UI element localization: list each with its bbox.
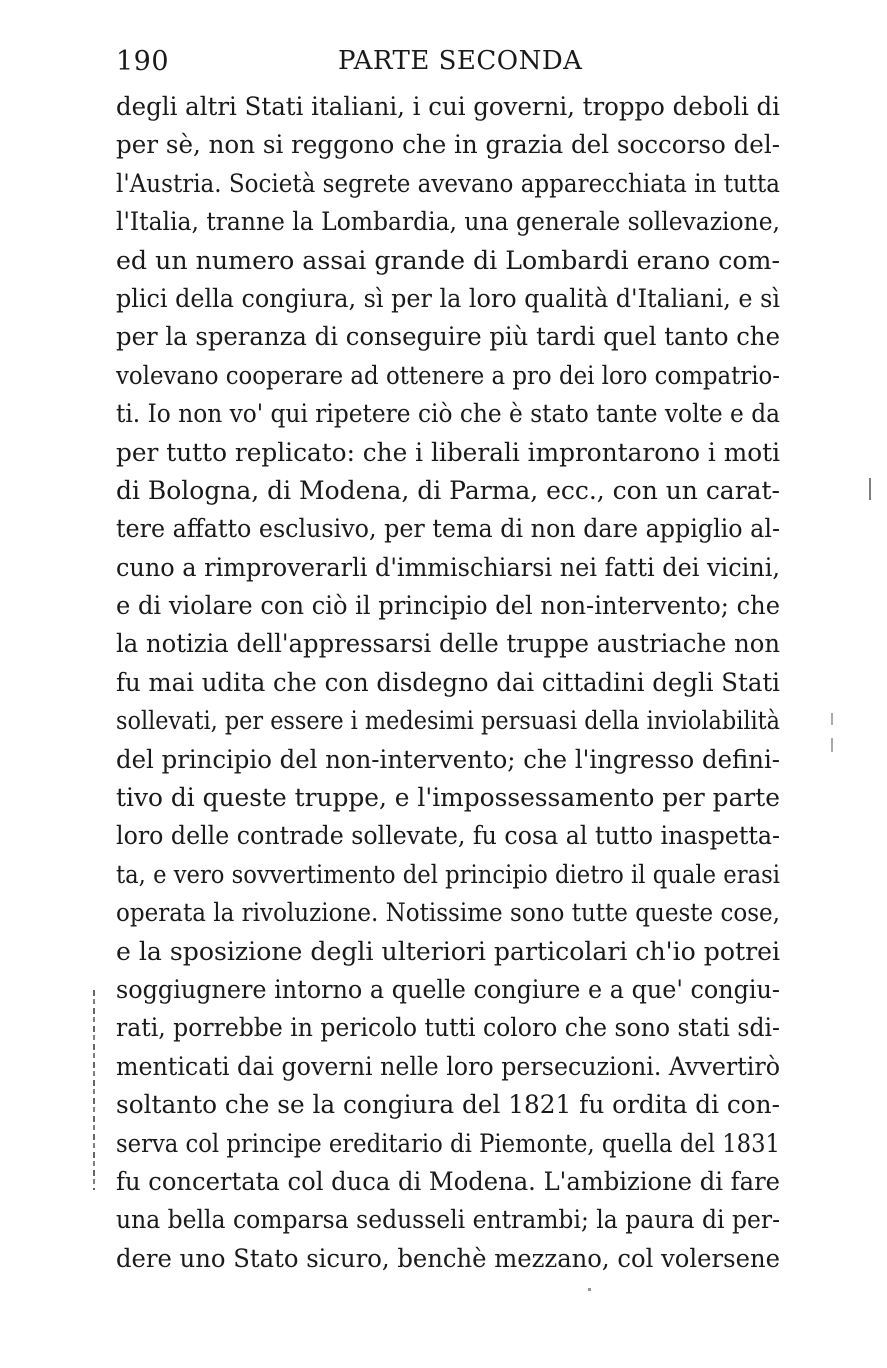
margin-speck xyxy=(831,713,833,725)
text-line: per tutto replicato: che i liberali improntarono i moti xyxy=(116,437,780,468)
text-line: sollevati, per essere i medesimi persuasi della inviolabilità xyxy=(116,706,780,737)
margin-speck xyxy=(869,478,871,500)
text-line: rati, porrebbe in pericolo tutti coloro che sono stati sdi- xyxy=(116,1013,780,1044)
text-line: plici della congiura, sì per la loro qualità d'Italiani, e sì xyxy=(116,283,780,314)
margin-speck xyxy=(831,738,833,752)
text-line: operata la rivoluzione. Notissime sono tutte queste cose, xyxy=(116,898,780,929)
text-line: degli altri Stati italiani, i cui governi, troppo deboli di xyxy=(116,92,780,122)
text-line: ta, e vero sovvertimento del principio dietro il quale erasi xyxy=(116,859,780,890)
margin-rule-mark xyxy=(93,990,95,1190)
running-header xyxy=(116,46,583,86)
text-line: e di violare con ciò il principio del non-intervento; che xyxy=(116,591,780,622)
margin-speck xyxy=(588,1288,591,1291)
text-line: cuno a rimproverarli d'immischiarsi nei fatti dei vicini, xyxy=(116,552,780,583)
text-line: l'Austria. Società segrete avevano apparecchiata in tutta xyxy=(116,168,780,199)
text-line: la notizia dell'appressarsi delle truppe austriache non xyxy=(116,629,780,660)
text-line: l'Italia, tranne la Lombardia, una generale sollevazione, xyxy=(116,207,780,238)
text-line: una bella comparsa sedusseli entrambi; la paura di per- xyxy=(116,1205,780,1236)
text-line: del principio del non-intervento; che l'ingresso defini- xyxy=(116,744,780,775)
text-line: per la speranza di conseguire più tardi quel tanto che xyxy=(116,322,780,353)
text-line: e la sposizione degli ulteriori particolari ch'io potrei xyxy=(116,936,780,967)
text-line: di Bologna, di Modena, di Parma, ecc., con un carat- xyxy=(116,475,780,506)
running-title: PARTE SECONDA xyxy=(338,46,583,76)
text-line: volevano cooperare ad ottenere a pro dei loro compatrio- xyxy=(116,360,780,391)
text-line: tere affatto esclusivo, per tema di non dare appiglio al- xyxy=(116,514,780,545)
text-line: per sè, non si reggono che in grazia del soccorso del- xyxy=(116,130,780,161)
text-line: ed un numero assai grande di Lombardi erano com- xyxy=(116,245,780,276)
text-line: tivo di queste truppe, e l'impossessamento per parte xyxy=(116,783,780,814)
text-line: fu mai udita che con disdegno dai cittadini degli Stati xyxy=(116,667,780,698)
text-line: menticati dai governi nelle loro persecuzioni. Avvertirò xyxy=(116,1051,780,1082)
text-line: soggiugnere intorno a quelle congiure e a que' congiu- xyxy=(116,974,780,1005)
text-line: ti. Io non vo' qui ripetere ciò che è stato tante volte e da xyxy=(116,399,780,430)
text-line: fu concertata col duca di Modena. L'ambizione di fare xyxy=(116,1166,780,1197)
text-line: serva col principe ereditario di Piemonte, quella del 1831 xyxy=(116,1128,780,1159)
text-line: soltanto che se la congiura del 1821 fu ordita di con- xyxy=(116,1090,780,1121)
body-text xyxy=(116,88,780,1278)
text-line: loro delle contrade sollevate, fu cosa al tutto inaspetta- xyxy=(116,821,780,852)
text-line: dere uno Stato sicuro, benchè mezzano, col volersene xyxy=(116,1243,780,1274)
page-number: 190 xyxy=(116,46,170,77)
